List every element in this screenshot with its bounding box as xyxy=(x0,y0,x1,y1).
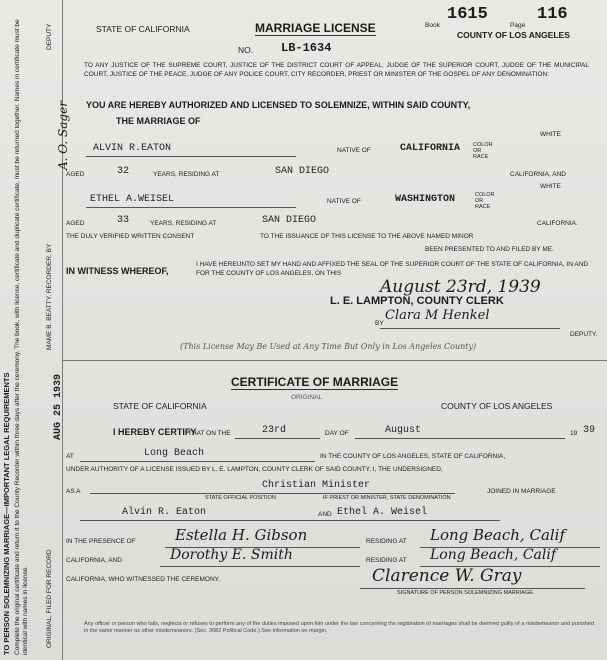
native-label-2: NATIVE OF xyxy=(327,198,361,205)
section-divider xyxy=(62,360,607,361)
license-county: COUNTY OF LOS ANGELES xyxy=(457,30,570,40)
couple-line xyxy=(80,520,500,521)
license-state: STATE OF CALIFORNIA xyxy=(96,24,190,34)
sidebar-outer-text: TO PERSON SOLEMNIZING MARRIAGE—IMPORTANT LEGAL REQUIREMENTS xyxy=(2,372,11,655)
certificate-footer-text: Any officer or person who fails, neglects or refuses to perform any of the duties imposed upon him under the law concerning the registration of marriages shall be deemed guilty of a misdemeanor and punished in the same manner as other misdemeanors. (Sec. 3082 Political Code.) See information on margin. xyxy=(84,621,594,634)
consent-text-2: TO THE ISSUANCE OF THIS LICENSE TO THE ABOVE NAMED MINOR xyxy=(260,233,474,240)
left-margin-panel xyxy=(0,0,70,660)
california-and-1: CALIFORNIA, AND xyxy=(510,171,566,178)
cert-day-line xyxy=(235,438,320,439)
certificate-title: CERTIFICATE OF MARRIAGE xyxy=(231,375,399,389)
witness-two-line xyxy=(160,566,360,567)
officiant-sig-label: SIGNATURE OF PERSON SOLEMNIZING MARRIAGE. xyxy=(397,590,535,596)
as-a-label: AS A xyxy=(66,488,81,495)
native-label-1: NATIVE OF xyxy=(337,147,371,154)
presence-label: IN THE PRESENCE OF xyxy=(66,538,136,545)
at-label: AT xyxy=(66,453,74,460)
groom-name: ALVIN R.EATON xyxy=(93,143,172,154)
years-residing-label-2: YEARS, RESIDING AT xyxy=(150,220,217,227)
cert-month-line xyxy=(355,438,565,439)
authority-text: UNDER AUTHORITY OF A LICENSE ISSUED BY L. E. LAMPTON, COUNTY CLERK OF SAID COUNTY, I, THE UNDERSIGNED, xyxy=(66,466,443,473)
license-no-label: NO. xyxy=(238,45,254,55)
cert-year: 39 xyxy=(583,425,596,436)
book-label: Book xyxy=(425,22,440,29)
cert-groom: Alvin R. Eaton xyxy=(122,507,207,518)
sidebar-original-filed: ORIGINAL, FILED FOR RECORD xyxy=(46,549,53,648)
california-and-2: CALIFORNIA, AND xyxy=(66,557,122,564)
sidebar-recorder: MAME B. BEATTY, RECORDER, BY xyxy=(46,243,53,350)
groom-name-line xyxy=(86,156,296,157)
witness-text-body: I HAVE HEREUNTO SET MY HAND AND AFFIXED THE SEAL OF THE SUPERIOR COURT OF THE STATE OF CALIFORNIA, IN AND FOR THE COUNTY OF LOS ANGELES, ON THIS xyxy=(196,261,589,277)
bride-race: WHITE xyxy=(540,183,561,190)
license-note: (This License May Be Used at Any Time But Only in Los Angeles County) xyxy=(180,342,477,351)
year-prefix: 19 xyxy=(570,430,578,437)
aged-label-1: AGED xyxy=(66,171,85,178)
cert-place-line xyxy=(80,461,315,462)
witness-two-residence: Long Beach, Calif xyxy=(430,547,557,563)
date-signed: August 23rd, 1939 xyxy=(380,277,541,297)
in-county-text: IN THE COUNTY OF LOS ANGELES, STATE OF CALIFORNIA, xyxy=(320,453,506,460)
bride-name: ETHEL A.WEISEL xyxy=(90,194,175,205)
bride-age: 33 xyxy=(117,215,130,226)
residing-label-1: RESIDING AT xyxy=(366,538,407,545)
by-label: BY xyxy=(375,320,384,327)
california-label: CALIFORNIA. xyxy=(537,220,578,227)
bride-name-line xyxy=(86,207,296,208)
certify-text: I HEREBY CERTIFY xyxy=(113,427,197,437)
years-residing-label-1: YEARS, RESIDING AT xyxy=(153,171,220,178)
sidebar-deputy: DEPUTY xyxy=(46,23,53,50)
bride-native: WASHINGTON xyxy=(395,194,456,205)
license-title: MARRIAGE LICENSE xyxy=(255,21,376,35)
page-label: Page xyxy=(510,22,526,29)
cert-month: August xyxy=(385,425,422,436)
officiant-signature: Clarence W. Gray xyxy=(372,566,522,586)
recorder-initials: A. O. Sager xyxy=(56,101,70,170)
certificate-footer xyxy=(84,621,594,635)
groom-age: 32 xyxy=(117,166,130,177)
groom-race: WHITE xyxy=(540,131,561,138)
marriage-of-text: THE MARRIAGE OF xyxy=(116,116,201,126)
filed-stamp: AUG 25 1939 xyxy=(53,373,64,440)
bride-residence: SAN DIEGO xyxy=(262,215,317,226)
officiant-sig-line xyxy=(360,588,585,589)
position-line xyxy=(90,493,455,494)
consent-text-3: BEEN PRESENTED TO AND FILED BY ME. xyxy=(425,246,554,253)
consent-text: THE DULY VERIFIED WRITTEN CONSENT xyxy=(66,233,195,240)
groom-residence: SAN DIEGO xyxy=(275,166,330,177)
who-witnessed: CALIFORNIA, WHO WITNESSED THE CEREMONY. xyxy=(66,576,220,583)
license-intro-text: TO ANY JUSTICE OF THE SUPREME COURT, JUSTICE OF THE DISTRICT COURT OF APPEAL, JUDGE OF THE SUPERIOR COURT, JUDGE OF THE MUNICIPAL COURT, JUSTICE OF THE PEACE, JUDGE OF ANY POLICE COURT, CITY RECORDER, PRIEST OR MINISTER OF THE GOSPEL OF ANY DENOMINATION: xyxy=(84,62,589,78)
book-number: 1615 xyxy=(447,5,488,24)
day-of-label: DAY OF xyxy=(325,430,349,437)
joined-label: JOINED IN MARRIAGE xyxy=(487,488,556,495)
position-label: STATE OFFICIAL POSITION xyxy=(205,495,276,501)
county-clerk: L. E. LAMPTON, COUNTY CLERK xyxy=(330,295,504,307)
certificate-original: ORIGINAL xyxy=(291,394,323,401)
sidebar-instructions xyxy=(14,15,44,655)
sidebar-instructions-text: Complete the original certificate and return it to the County Recorder within three days after the ceremony. The book, with license, certificate and duplicate certificate, must be returned together. Names in certificate must be identical with names in license. xyxy=(14,19,29,655)
on-the-label: THAT ON THE xyxy=(188,430,231,437)
certificate-county: COUNTY OF LOS ANGELES xyxy=(441,401,553,411)
certificate-state: STATE OF CALIFORNIA xyxy=(113,401,207,411)
deputy-line xyxy=(380,328,560,329)
deputy-signature: Clara M Henkel xyxy=(385,308,490,323)
witness-whereof: IN WITNESS WHEREOF, xyxy=(66,266,169,276)
witness-one-residence: Long Beach, Calif xyxy=(430,526,566,544)
cert-day: 23rd xyxy=(262,425,287,436)
groom-native: CALIFORNIA xyxy=(400,143,461,154)
license-number: LB-1634 xyxy=(281,41,332,55)
witness-one: Estella H. Gibson xyxy=(175,526,308,544)
color-race-label-1: COLOR OR RACE xyxy=(473,142,493,160)
aged-label-2: AGED xyxy=(66,220,85,227)
authorized-text: YOU ARE HEREBY AUTHORIZED AND LICENSED TO SOLEMNIZE, WITHIN SAID COUNTY, xyxy=(86,100,471,110)
page-number: 116 xyxy=(537,5,568,24)
cert-place: Long Beach xyxy=(144,448,205,459)
officiant-position: Christian Minister xyxy=(262,480,371,491)
residing-label-2: RESIDING AT xyxy=(366,557,407,564)
cert-bride: Ethel A. Weisel xyxy=(337,507,428,518)
priest-label: IF PRIEST OR MINISTER, STATE DENOMINATION xyxy=(323,495,451,501)
and-label: AND xyxy=(318,511,332,518)
witness-two: Dorothy E. Smith xyxy=(170,547,293,563)
witness-text xyxy=(196,261,591,278)
license-intro xyxy=(84,62,589,79)
color-race-label-2: COLOR OR RACE xyxy=(475,192,495,210)
deputy-label: DEPUTY. xyxy=(570,331,598,338)
